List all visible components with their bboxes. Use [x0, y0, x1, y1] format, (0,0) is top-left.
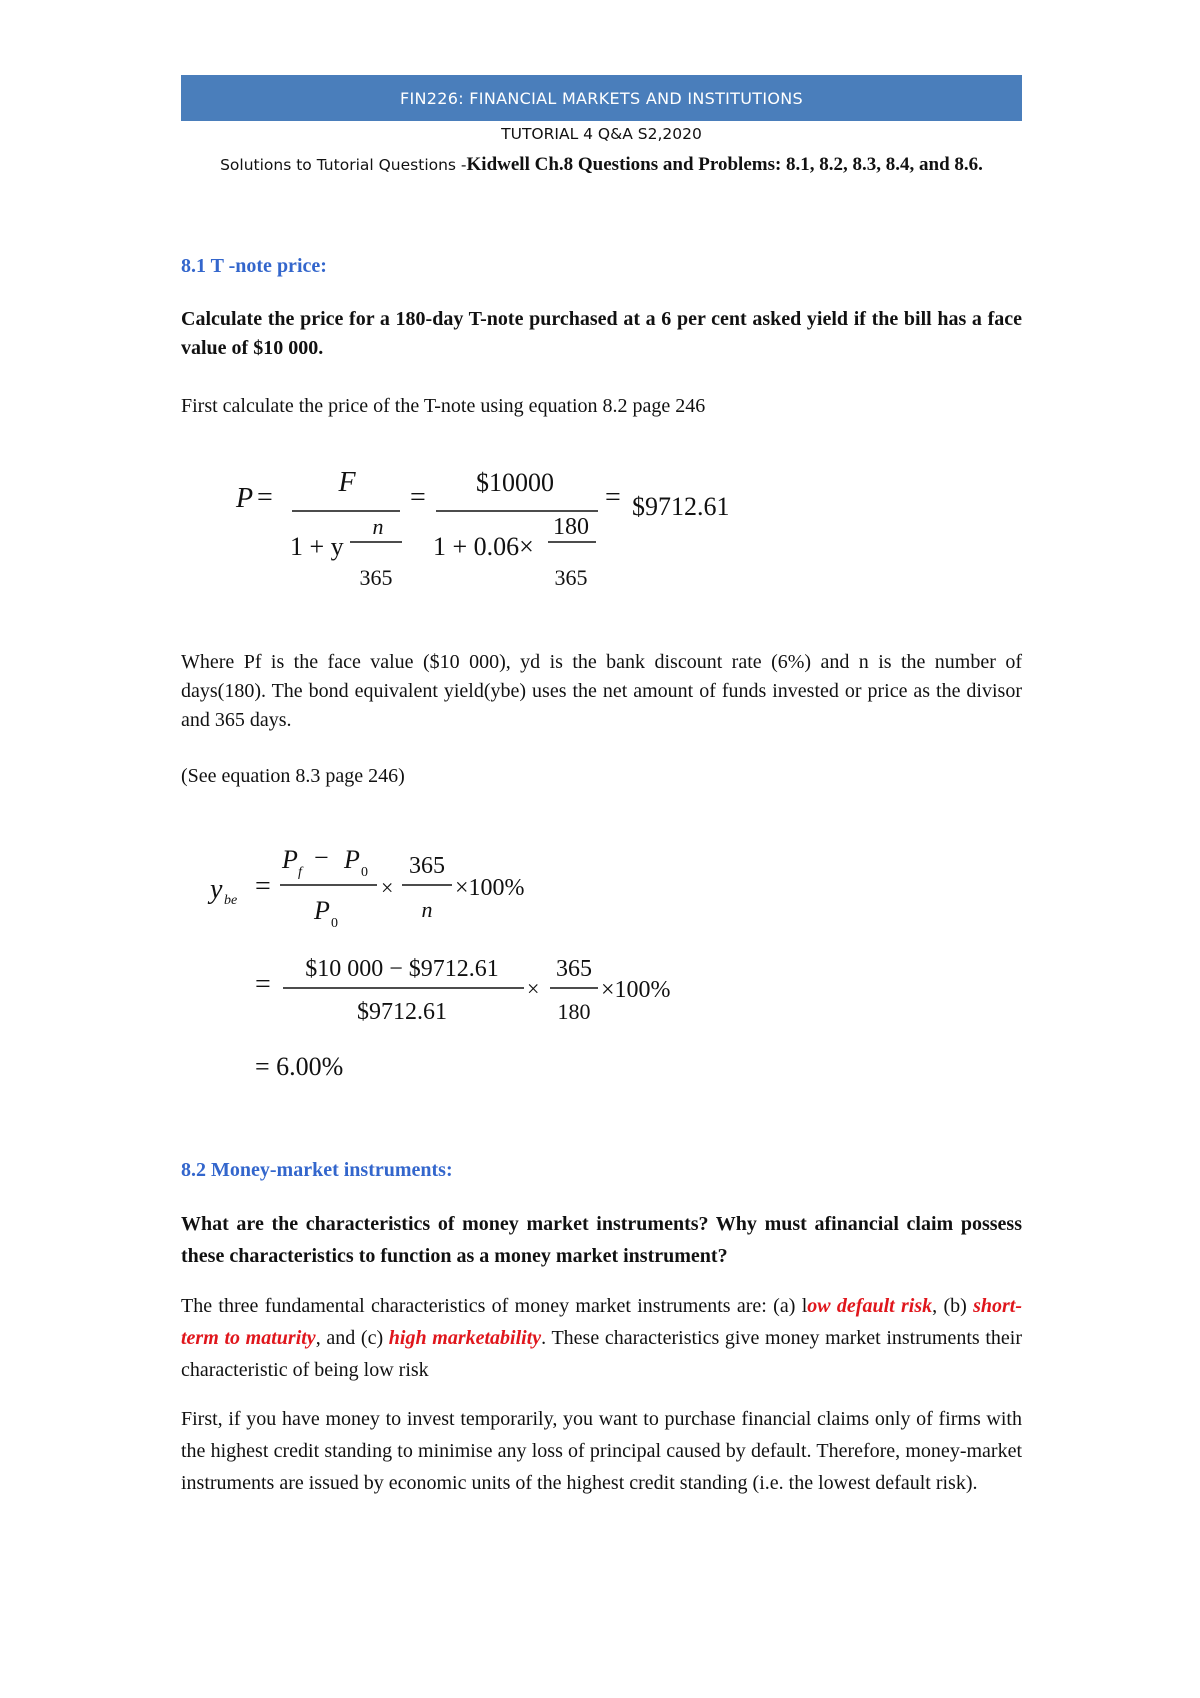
ybe-times-100: ×100% [455, 875, 525, 901]
ybe-frac2-num: 365 [409, 853, 445, 879]
eq-den-365: 365 [359, 565, 393, 590]
ybe-row2-times-100: ×100% [601, 977, 671, 1003]
eq-numerator-10000: $10000 [476, 468, 554, 497]
ybe-row2-f-den: 180 [557, 999, 591, 1024]
intro-paragraph: First calculate the price of the T-note using equation 8.2 page 246 [181, 395, 706, 417]
eq-den-1-plus-y: 1 + y [290, 532, 344, 561]
characteristics-paragraph [181, 1290, 1022, 1386]
ybe-row2-den: $9712.61 [357, 999, 447, 1025]
ybe-den-p0: P [314, 896, 330, 925]
ybe-row2-f-num: 365 [556, 956, 592, 982]
ybe-den-p0-sub: 0 [331, 916, 338, 931]
eq-den-n: n [372, 514, 384, 539]
ybe-num-p0-sub: 0 [361, 865, 368, 880]
p1-text-b: , (b) [932, 1295, 974, 1317]
ybe-num-pf: P [282, 845, 298, 874]
ybe-frac2-den: n [421, 897, 433, 922]
eq-sign-3: = [605, 482, 621, 513]
eq-den-180: 180 [553, 514, 589, 540]
short-term-to-maturity: short-term to maturity [181, 1295, 1022, 1349]
high-marketability: high marketability [388, 1327, 542, 1349]
ybe-result: = 6.00% [255, 1052, 344, 1081]
p1-text-d: . These characteristics give money market instruments their characteristic of being low risk [181, 1327, 1022, 1381]
p1-text-a: The three fundamental characteristics of money market instruments are: (a) l [181, 1295, 808, 1317]
question-8-1: Calculate the price for a 180-day T-note purchased at a 6 per cent asked yield if the bill has a face value of $10 000. [181, 308, 1022, 359]
ybe-num-p0: P [344, 845, 360, 874]
eq-den-365b: 365 [554, 565, 588, 590]
see-equation-note: (See equation 8.3 page 246) [181, 765, 405, 787]
course-title: FIN226: FINANCIAL MARKETS AND INSTITUTIONS [400, 88, 803, 108]
low-default-risk: ow default risk [807, 1295, 933, 1317]
eq-sign-1: = [257, 482, 273, 513]
solutions-reference: Kidwell Ch.8 Questions and Problems: 8.1, 8.2, 8.3, 8.4, and 8.6. [466, 154, 983, 175]
ybe-num-pf-sub: f [298, 865, 302, 880]
ybe-num-minus: − [314, 843, 329, 872]
ybe-row2-num: $10 000 − $9712.61 [305, 956, 499, 982]
ybe-y: y [210, 874, 223, 905]
ybe-row2-eq: = [255, 969, 271, 1000]
section-heading-8-2: 8.2 Money-market instruments: [181, 1159, 453, 1181]
explanation-paragraph: Where Pf is the face value ($10 000), yd is the bank discount rate (6%) and n is the number of days(180). The bond equivalent yield(ybe) uses the net amount of funds invested or price as the divisor and 365 days. [181, 651, 1022, 731]
eq-lhs-p: P [236, 483, 254, 514]
solutions-prefix: Solutions to Tutorial Questions - [220, 156, 467, 174]
ybe-eq-sign: = [255, 871, 271, 902]
eq-sign-2: = [410, 482, 426, 513]
tutorial-subtitle: TUTORIAL 4 Q&A S2,2020 [501, 125, 702, 143]
ybe-times-1: × [381, 875, 394, 900]
eq-den-2: 1 + 0.06× [433, 532, 534, 561]
question-8-2: What are the characteristics of money market instruments? Why must afinancial claim possess these characteristics to function as a money market instrument? [181, 1213, 1022, 1267]
section-heading-8-1: 8.1 T -note price: [181, 255, 327, 277]
eq-result: $9712.61 [632, 492, 730, 521]
eq-numerator-f: F [338, 467, 356, 498]
p1-text-c: , and (c) [315, 1327, 389, 1349]
ybe-equation [207, 843, 671, 1081]
ybe-row2-times-1: × [527, 976, 540, 1001]
default-risk-paragraph: First, if you have money to invest temporarily, you want to purchase financial claims only of firms with the highest credit standing to minimise any loss of principal caused by default. Therefore, money-market instruments are issued by economic units of the highest credit standing (i.e. the lowest default risk). [181, 1408, 1022, 1494]
price-equation [235, 467, 730, 590]
ybe-sub: be [224, 893, 238, 908]
